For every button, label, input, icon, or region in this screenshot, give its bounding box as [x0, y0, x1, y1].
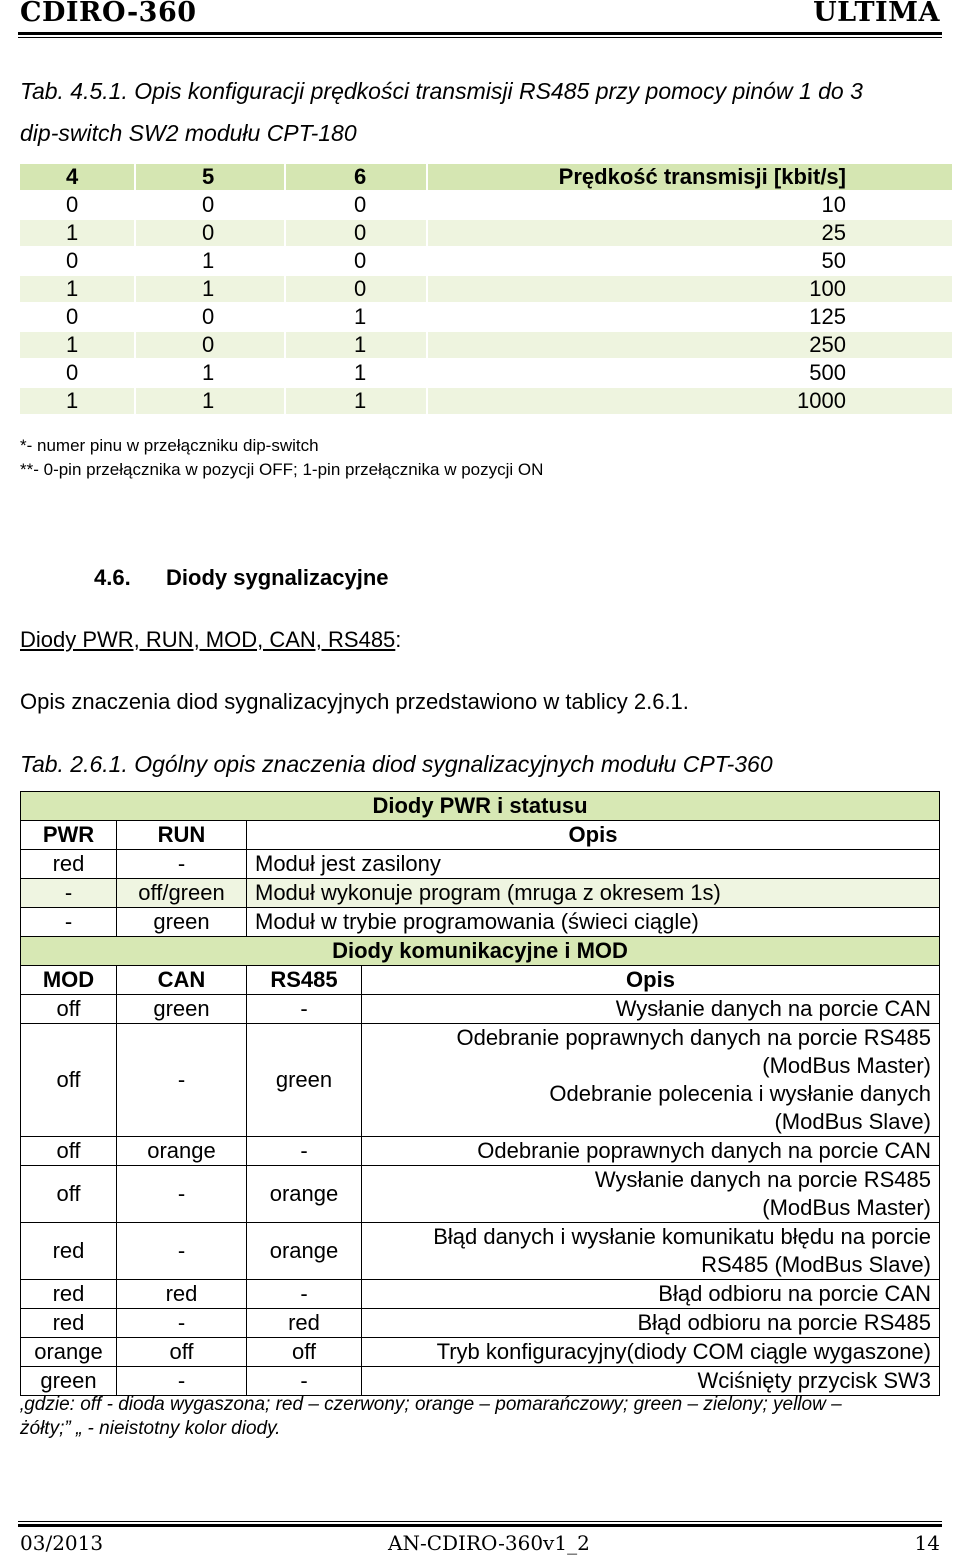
- group2-cell-rs485: off: [247, 1338, 362, 1367]
- footer-doc-id: AN-CDIRO-360v1_2: [388, 1531, 590, 1555]
- group1-row: [21, 879, 940, 908]
- table1-cell: 0: [19, 247, 135, 275]
- table1-cell: 0: [285, 247, 427, 275]
- group1-cell-desc: Moduł jest zasilony: [247, 850, 940, 879]
- group2-cell-rs485: orange: [247, 1166, 362, 1223]
- subheading-diodes-text: Diody PWR, RUN, MOD, CAN, RS485: [20, 627, 396, 652]
- table1-note-state: **- 0-pin przełącznika w pozycji OFF; 1-pin przełącznika w pozycji ON: [20, 460, 544, 479]
- footer-page-number: 14: [914, 1531, 940, 1555]
- group1-cell-desc: Moduł wykonuje program (mruga z okresem 1s): [247, 879, 940, 908]
- group2-desc-line: (ModBus Slave): [774, 1109, 931, 1134]
- group2-cell-can: -: [117, 1166, 247, 1223]
- group2-cell-mod: off: [21, 995, 117, 1024]
- table1-cell: 1: [135, 247, 285, 275]
- table1-cell: 0: [19, 303, 135, 331]
- table1-cell: 0: [285, 275, 427, 303]
- group2-desc-line: (ModBus Master): [762, 1195, 931, 1220]
- table1-caption-line2: dip-switch SW2 modułu CPT-180: [20, 120, 357, 146]
- group2-desc-line: RS485 (ModBus Slave): [701, 1252, 931, 1277]
- table1-cell: 1: [19, 387, 135, 415]
- group1-cell-pwr: -: [21, 879, 117, 908]
- group2-cell-rs485: -: [247, 995, 362, 1024]
- group2-cell-rs485: red: [247, 1309, 362, 1338]
- group2-row: [21, 1024, 940, 1137]
- table1-cell: 0: [285, 219, 427, 247]
- group1-cell-desc: Moduł w trybie programowania (świeci ciągle): [247, 908, 940, 937]
- subheading-diodes-colon: :: [395, 627, 402, 652]
- table1-row: [19, 359, 953, 387]
- table1-row: [19, 219, 953, 247]
- baud-rate-table: [18, 162, 954, 416]
- group2-title-row: [21, 937, 940, 966]
- group2-cell-can: -: [117, 1024, 247, 1137]
- group1-header-row: [21, 821, 940, 850]
- table1-cell: 125: [427, 303, 953, 331]
- header-right-brand: ULTIMA: [813, 0, 940, 28]
- group2-desc-line: Błąd odbioru na porcie RS485: [637, 1310, 931, 1335]
- section-heading: [94, 565, 389, 591]
- header-left-title: CDIRO-360: [20, 0, 197, 28]
- table1-cell: 0: [19, 191, 135, 219]
- group2-row: [21, 995, 940, 1024]
- group2-header-cell: RS485: [247, 966, 362, 995]
- table1-header-cell: Prędkość transmisji [kbit/s]: [427, 163, 953, 191]
- group2-desc-line: Błąd danych i wysłanie komunikatu błędu na porcie: [433, 1224, 931, 1249]
- group2-cell-mod: off: [21, 1024, 117, 1137]
- table1-cell: 1: [19, 331, 135, 359]
- group2-desc-line: Odebranie polecenia i wysłanie danych: [549, 1081, 931, 1106]
- group2-desc-line: (ModBus Master): [762, 1053, 931, 1078]
- table1-cell: 0: [135, 219, 285, 247]
- table1-note-pin: *- numer pinu w przełączniku dip-switch: [20, 436, 319, 455]
- group2-cell-desc: [362, 1223, 940, 1280]
- group2-cell-mod: orange: [21, 1338, 117, 1367]
- diodes-paragraph: Opis znaczenia diod sygnalizacyjnych przedstawiono w tablicy 2.6.1.: [20, 689, 689, 714]
- group2-cell-rs485: -: [247, 1367, 362, 1396]
- group2-row: [21, 1338, 940, 1367]
- group2-header-row: [21, 966, 940, 995]
- table2-legend-line2: żółty;” „ - nieistotny kolor diody.: [20, 1418, 281, 1439]
- table1-cell: 0: [19, 359, 135, 387]
- group2-header-cell: MOD: [21, 966, 117, 995]
- table1-header-cell: 5: [135, 163, 285, 191]
- group1-cell-run: green: [117, 908, 247, 937]
- group2-desc-line: Wysłanie danych na porcie CAN: [615, 996, 931, 1021]
- group1-header-cell: RUN: [117, 821, 247, 850]
- group2-cell-desc: [362, 995, 940, 1024]
- group2-cell-rs485: -: [247, 1280, 362, 1309]
- group2-desc-line: Odebranie poprawnych danych na porcie CAN: [477, 1138, 931, 1163]
- group2-cell-can: -: [117, 1367, 247, 1396]
- subheading-diodes: [20, 627, 401, 653]
- table1-row: [19, 191, 953, 219]
- table1-caption-line1: Tab. 4.5.1. Opis konfiguracji prędkości transmisji RS485 przy pomocy pinów 1 do 3: [20, 78, 863, 104]
- table1-cell: 1: [285, 331, 427, 359]
- table1-cell: 500: [427, 359, 953, 387]
- group2-cell-desc: [362, 1367, 940, 1396]
- group2-cell-can: off: [117, 1338, 247, 1367]
- table2-caption: Tab. 2.6.1. Ogólny opis znaczenia diod sygnalizacyjnych modułu CPT-360: [20, 751, 773, 777]
- group2-cell-rs485: green: [247, 1024, 362, 1137]
- group2-row: [21, 1309, 940, 1338]
- group2-cell-can: -: [117, 1223, 247, 1280]
- group2-cell-desc: [362, 1137, 940, 1166]
- table1-row: [19, 331, 953, 359]
- group2-row: [21, 1137, 940, 1166]
- section-title: Diody sygnalizacyjne: [166, 565, 389, 590]
- group2-cell-mod: red: [21, 1280, 117, 1309]
- table1-cell: 0: [135, 331, 285, 359]
- table1-row: [19, 303, 953, 331]
- group2-desc-line: Odebranie poprawnych danych na porcie RS485: [456, 1025, 931, 1050]
- group1-row: [21, 908, 940, 937]
- footer-date: 03/2013: [20, 1531, 104, 1555]
- group1-cell-pwr: red: [21, 850, 117, 879]
- group2-row: [21, 1223, 940, 1280]
- table1-cell: 1: [285, 387, 427, 415]
- table2-legend: [20, 1393, 842, 1441]
- group2-cell-mod: red: [21, 1223, 117, 1280]
- footer-rule-thin: [18, 1521, 942, 1522]
- group2-cell-can: red: [117, 1280, 247, 1309]
- table1-cell: 1: [135, 275, 285, 303]
- group2-cell-desc: [362, 1280, 940, 1309]
- group2-desc-line: Wciśnięty przycisk SW3: [697, 1368, 931, 1393]
- group2-cell-can: green: [117, 995, 247, 1024]
- group2-header-cell: Opis: [362, 966, 940, 995]
- group2-cell-mod: green: [21, 1367, 117, 1396]
- table1-cell: 1: [285, 303, 427, 331]
- table1-cell: 1: [135, 387, 285, 415]
- group1-header-cell: Opis: [247, 821, 940, 850]
- group2-cell-desc: [362, 1024, 940, 1137]
- group2-title: Diody komunikacyjne i MOD: [21, 937, 940, 966]
- group2-header-cell: CAN: [117, 966, 247, 995]
- group2-cell-desc: [362, 1338, 940, 1367]
- group2-cell-rs485: -: [247, 1137, 362, 1166]
- group2-desc-line: Wysłanie danych na porcie RS485: [594, 1167, 931, 1192]
- group1-cell-run: -: [117, 850, 247, 879]
- group1-row: [21, 850, 940, 879]
- group2-cell-mod: off: [21, 1166, 117, 1223]
- group2-cell-can: orange: [117, 1137, 247, 1166]
- table1-cell: 250: [427, 331, 953, 359]
- table1-cell: 100: [427, 275, 953, 303]
- diode-status-table: [20, 791, 940, 1396]
- table1-cell: 0: [135, 191, 285, 219]
- table1-cell: 25: [427, 219, 953, 247]
- table1-cell: 0: [135, 303, 285, 331]
- table1-cell: 1: [19, 275, 135, 303]
- group2-cell-rs485: orange: [247, 1223, 362, 1280]
- group2-cell-mod: red: [21, 1309, 117, 1338]
- group2-cell-desc: [362, 1166, 940, 1223]
- section-number: 4.6.: [94, 565, 131, 590]
- group2-desc-line: Błąd odbioru na porcie CAN: [658, 1281, 931, 1306]
- table1-row: [19, 387, 953, 415]
- group1-title: Diody PWR i statusu: [21, 792, 940, 821]
- table1-cell: 1: [19, 219, 135, 247]
- table1-cell: 50: [427, 247, 953, 275]
- header-rule-thin: [18, 37, 942, 38]
- table1-cell: 10: [427, 191, 953, 219]
- group2-cell-can: -: [117, 1309, 247, 1338]
- table1-row: [19, 247, 953, 275]
- table2-legend-line1: ‚gdzie: off - dioda wygaszona; red – czerwony; orange – pomarańczowy; green – zielony; yellow –: [20, 1394, 842, 1415]
- table1-header-cell: 4: [19, 163, 135, 191]
- table1-cell: 1: [285, 359, 427, 387]
- group1-header-cell: PWR: [21, 821, 117, 850]
- footer-rule: [18, 1524, 942, 1527]
- table1-header-row: [19, 163, 953, 191]
- group2-cell-mod: off: [21, 1137, 117, 1166]
- table1-cell: 0: [285, 191, 427, 219]
- header-rule: [18, 32, 942, 35]
- group1-cell-pwr: -: [21, 908, 117, 937]
- group2-row: [21, 1166, 940, 1223]
- group1-cell-run: off/green: [117, 879, 247, 908]
- table1-cell: 1000: [427, 387, 953, 415]
- table1-row: [19, 275, 953, 303]
- table1-cell: 1: [135, 359, 285, 387]
- group2-desc-line: Tryb konfiguracyjny(diody COM ciągle wygaszone): [436, 1339, 931, 1364]
- group2-cell-desc: [362, 1309, 940, 1338]
- table1-header-cell: 6: [285, 163, 427, 191]
- group2-row: [21, 1367, 940, 1396]
- group1-title-row: [21, 792, 940, 821]
- group2-row: [21, 1280, 940, 1309]
